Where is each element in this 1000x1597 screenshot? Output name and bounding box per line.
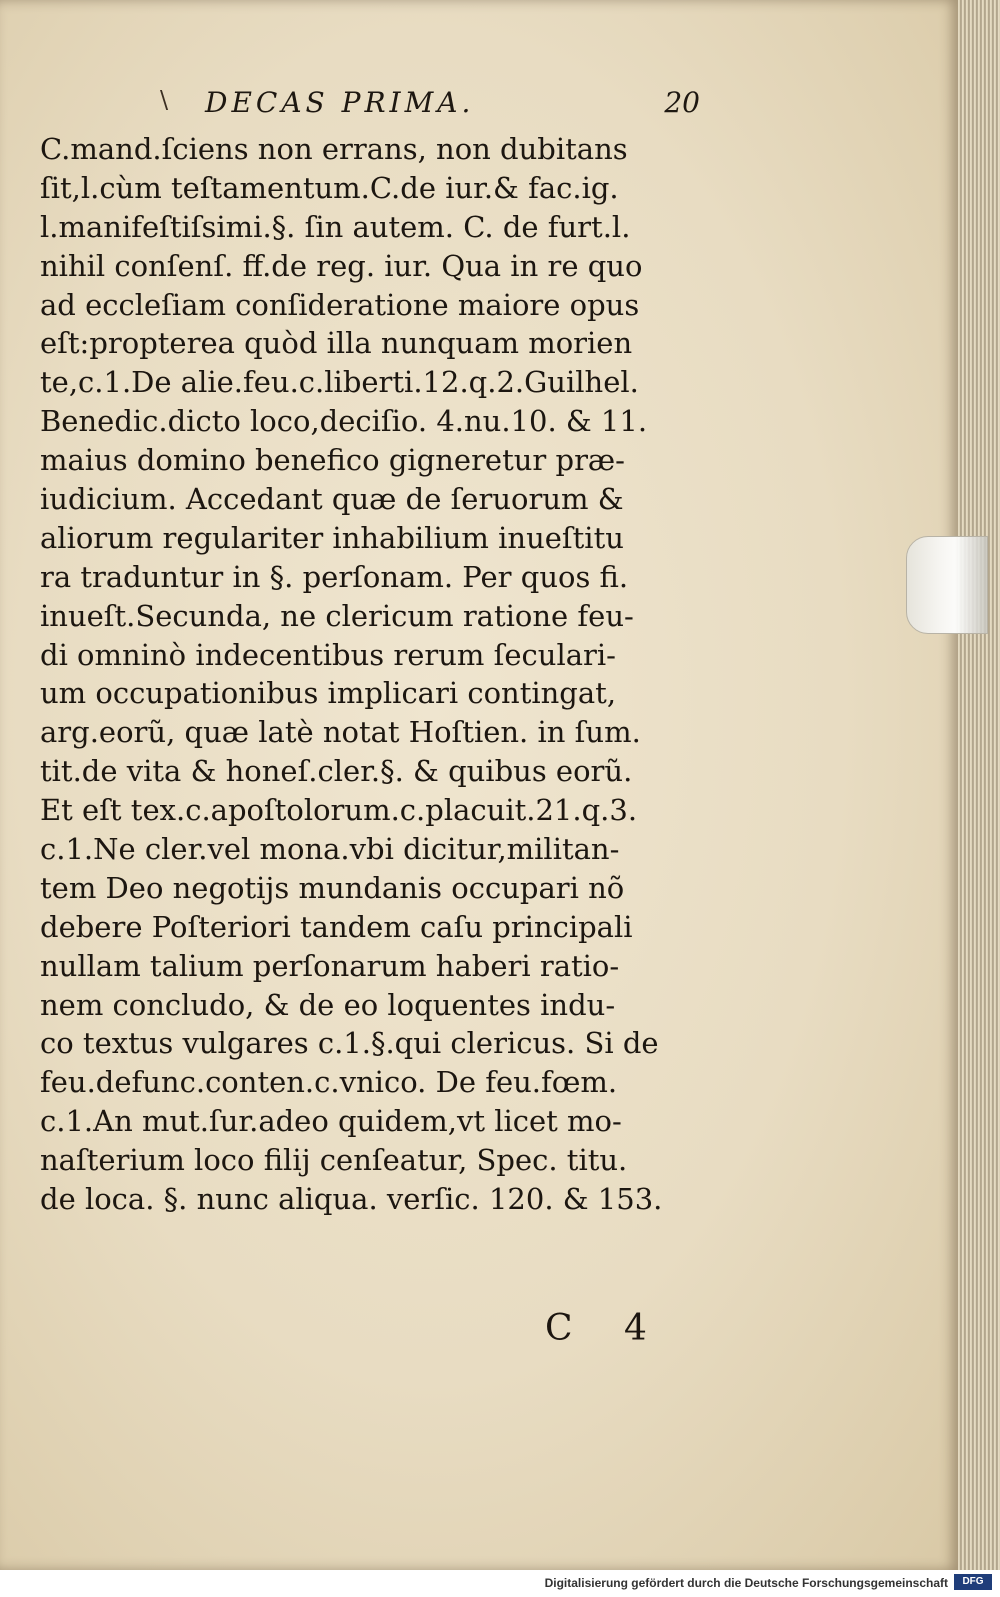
text-line: di omninò indecentibus rerum ſeculari- [40, 637, 616, 672]
text-line: ad eccleſiam conſideratione maiore opus [40, 287, 640, 322]
text-line: Et eſt tex.c.apoſtolorum.c.placuit.21.q.3. [40, 793, 638, 828]
text-line: Benedic.dicto loco,deciſio. 4.nu.10. & 11. [40, 404, 648, 439]
text-line: ſit,l.cùm teſtamentum.C.de iur.& fac.ig. [40, 170, 619, 205]
text-line: de loca. §. nunc aliqua. verſic. 120. & 153. [40, 1182, 663, 1217]
text-line: l.manifeſtiſsimi.§. ſin autem. C. de furt.l. [40, 209, 631, 244]
text-line: um occupationibus implicari contingat, [40, 676, 617, 711]
text-line: te,c.1.De alie.feu.c.liberti.12.q.2.Guilhel. [40, 365, 639, 400]
text-line: ra traduntur in §. perſonam. Per quos fi. [40, 559, 629, 594]
signature-mark: C 4 [545, 1308, 667, 1349]
dfg-logo: DFG [954, 1574, 992, 1590]
text-line: iudicium. Accedant quæ de ſeruorum & [40, 482, 624, 517]
page-edges [956, 0, 1000, 1570]
text-line: tem Deo negotijs mundanis occupari nõ [40, 870, 625, 905]
text-line: nem concludo, & de eo loquentes indu- [40, 987, 616, 1022]
text-line: c.1.An mut.ſur.adeo quidem,vt licet mo- [40, 1104, 622, 1139]
page-header [160, 86, 700, 122]
text-line: maius domino benefico gigneretur præ- [40, 443, 625, 478]
running-title: DECAS PRIMA. [205, 86, 475, 119]
text-line: nihil conſenſ. ff.de reg. iur. Qua in re quo [40, 248, 643, 283]
text-line: c.1.Ne cler.vel mona.vbi dicitur,militan- [40, 832, 620, 867]
text-line: nullam talium perſonarum haberi ratio- [40, 948, 620, 983]
body-text [40, 130, 712, 1219]
book-clip [906, 536, 988, 634]
text-line: C.mand.ſciens non errans, non dubitans [40, 132, 628, 166]
text-line: co textus vulgares c.1.§.qui clericus. Si de [40, 1026, 659, 1061]
text-line: tit.de vita & honeſ.cler.§. & quibus eorũ. [40, 754, 633, 789]
text-line: debere Poſteriori tandem caſu principali [40, 909, 633, 944]
text-line: eſt:propterea quòd illa nunquam morien [40, 326, 633, 361]
text-line: arg.eorũ, quæ latè notat Hoſtien. in ſum. [40, 715, 641, 750]
footer-credit: Digitalisierung gefördert durch die Deutsche Forschungsgemeinschaft [544, 1576, 948, 1590]
text-line: naſterium loco filij cenſeatur, Spec. titu. [40, 1143, 628, 1178]
footer-strip [0, 1570, 1000, 1597]
page-number: 20 [664, 86, 700, 119]
text-line: aliorum regulariter inhabilium inueſtitu [40, 520, 624, 555]
page-mark: \ [160, 86, 169, 114]
text-line: inueſt.Secunda, ne clericum ratione feu- [40, 598, 634, 633]
text-line: feu.defunc.conten.c.vnico. De feu.fœm. [40, 1065, 618, 1100]
